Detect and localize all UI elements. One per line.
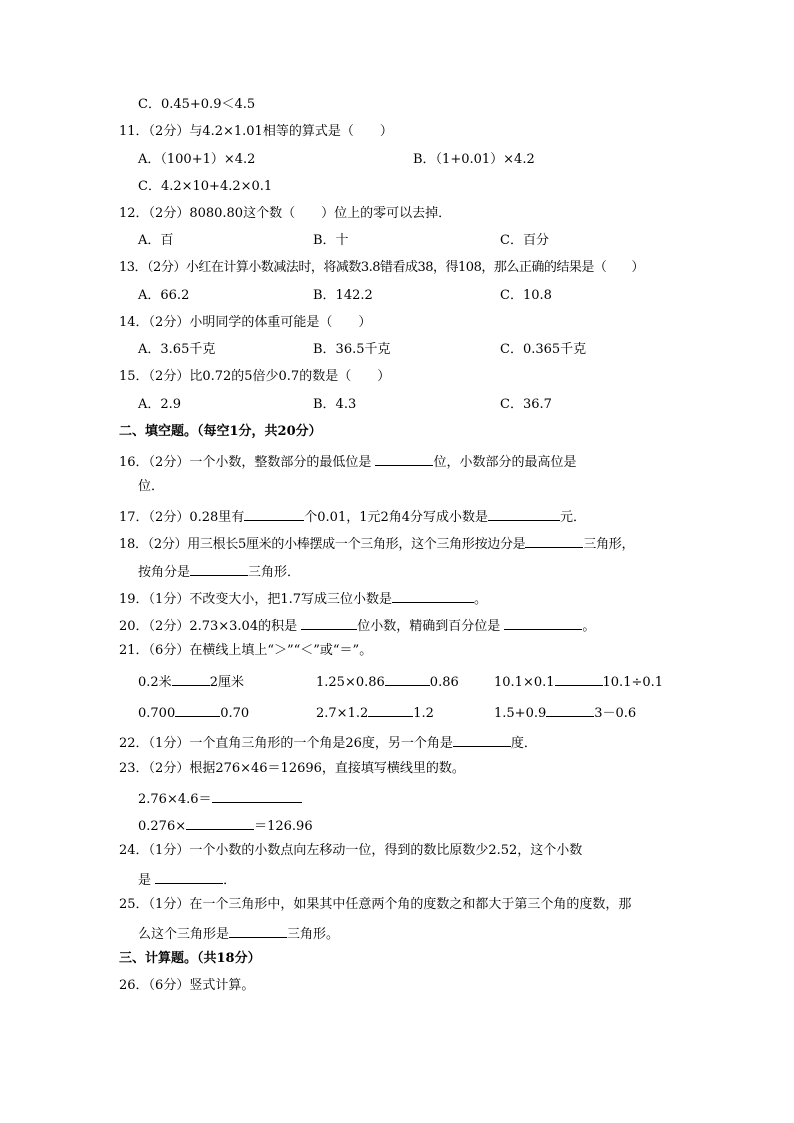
q16-text-1: 16．（2分）一个小数，整数部分的最低位是 (119, 455, 372, 470)
q10-option-c: C．0.45+0.9＜4.5 (138, 97, 256, 112)
q23-line1 (138, 788, 302, 809)
q17-blank-2[interactable] (488, 506, 560, 521)
q12-option-a: A．百 (138, 233, 174, 248)
q22-text-2: 度． (510, 736, 537, 751)
q22-text-1: 22．（1分）一个直角三角形的一个角是26度，另一个角是 (119, 736, 453, 751)
q17-text-1: 17．（2分）0.28里有 (119, 510, 245, 525)
q21-blank-5[interactable] (368, 702, 413, 717)
q22-blank-1[interactable] (453, 732, 511, 747)
q21-item-4-left: 0.700 (138, 706, 176, 721)
q17-blank-1[interactable] (244, 506, 304, 521)
q21-item-6 (494, 702, 636, 723)
q21-item-4 (138, 702, 249, 723)
q18-text-1: 18．（2分）用三根长5厘米的小棒摆成一个三角形，这个三角形按边分是 (119, 537, 526, 552)
q21-item-3-left: 10.1×0.1 (494, 675, 555, 690)
q25-line2 (138, 923, 339, 944)
q21-item-1-left: 0.2米 (138, 675, 172, 690)
q21-item-2-left: 1.25×0.86 (316, 675, 385, 690)
q18-blank-1[interactable] (525, 533, 583, 548)
q24-line2 (138, 869, 236, 890)
q16-line2: 位． (138, 479, 165, 494)
q13-option-c: C．10.8 (500, 288, 552, 303)
q19-text-1: 19．（1分）不改变大小，把1.7写成三位小数是 (119, 592, 392, 607)
q14-option-a: A．3.65千克 (138, 342, 216, 357)
q21-blank-6[interactable] (546, 702, 594, 717)
q11-option-b: B．（1+0.01）×4.2 (413, 152, 535, 167)
q15-option-a: A．2.9 (138, 397, 182, 412)
q24-text-2: 是 (138, 873, 152, 888)
q17-text-3: 元． (560, 510, 587, 525)
q12-option-c: C．百分 (500, 233, 549, 248)
q14-option-b: B．36.5千克 (313, 342, 391, 357)
q11-stem: 11．（2分）与4.2×1.01相等的算式是（ ） (119, 124, 393, 139)
q21-item-5 (316, 702, 434, 723)
q21-item-3-right: 10.1÷0.1 (602, 675, 664, 690)
q21-blank-2[interactable] (385, 671, 430, 686)
q21-item-5-left: 2.7×1.2 (316, 706, 369, 721)
q15-stem: 15．（2分）比0.72的5倍少0.7的数是（ ） (119, 369, 391, 384)
q26-stem: 26．（6分）竖式计算。 (119, 978, 255, 993)
q16-blank-1[interactable] (375, 451, 433, 466)
q18-text-3: 按角分是 (138, 565, 191, 580)
q19-line (119, 588, 487, 609)
q17-line (119, 506, 586, 527)
q15-option-b: B．4.3 (313, 397, 357, 412)
q23-line2 (138, 815, 313, 836)
q23-text-2: 0.276× (138, 819, 187, 834)
q21-item-3 (494, 671, 663, 692)
q25-blank-1[interactable] (229, 923, 287, 938)
q23-blank-1[interactable] (212, 788, 302, 803)
q20-line (119, 615, 595, 636)
q23-text-1: 2.76×4.6＝ (138, 792, 212, 807)
q21-item-2 (316, 671, 459, 692)
q20-text-2: 位小数，精确到百分位是 (357, 619, 501, 634)
q12-option-b: B．十 (313, 233, 349, 248)
q11-option-a: A．（100+1）×4.2 (138, 152, 256, 167)
q23-text-3: ＝126.96 (254, 819, 313, 834)
q16-line1 (119, 451, 576, 472)
q21-stem: 21．（6分）在横线上填上“＞”“＜”或“＝”。 (119, 643, 373, 658)
q19-blank-1[interactable] (392, 588, 474, 603)
q21-blank-4[interactable] (175, 702, 220, 717)
q17-text-2: 个0.01，1元2角4分写成小数是 (304, 510, 489, 525)
q21-blank-1[interactable] (172, 671, 210, 686)
q11-option-c: C．4.2×10+4.2×0.1 (138, 179, 273, 194)
q16-text-2: 位，小数部分的最高位是 (433, 455, 577, 470)
q20-text-3: 。 (582, 619, 596, 634)
q20-text-1: 20．（2分）2.73×3.04的积是 (119, 619, 298, 634)
q20-blank-1[interactable] (301, 615, 357, 630)
q21-item-4-right: 0.70 (220, 706, 250, 721)
q14-stem: 14．（2分）小明同学的体重可能是（ ） (119, 315, 372, 330)
q12-stem: 12．（2分）8080.80这个数（ ）位上的零可以去掉． (119, 206, 452, 221)
q18-text-2: 三角形， (583, 537, 635, 552)
q13-stem: 13．（2分）小红在计算小数减法时，将减数3.8错看成38，得108，那么正确的结果是（ ） (119, 260, 644, 275)
q13-option-a: A．66.2 (138, 288, 190, 303)
q24-text-3: ． (223, 873, 237, 888)
q21-item-6-left: 1.5+0.9 (494, 706, 547, 721)
q25-text-3: 三角形。 (287, 927, 340, 942)
q18-line1 (119, 533, 634, 554)
q18-line2 (138, 561, 300, 582)
q24-blank-1[interactable] (155, 869, 223, 884)
q21-item-6-right: 3－0.6 (594, 706, 637, 721)
q23-blank-2[interactable] (186, 815, 254, 830)
q25-text-2: 么这个三角形是 (138, 927, 230, 942)
q24-line1: 24．（1分）一个小数的小数点向左移动一位，得到的数比原数少2.52，这个小数 (119, 843, 583, 858)
q18-text-4: 三角形． (248, 565, 301, 580)
q21-item-2-right: 0.86 (429, 675, 459, 690)
q18-blank-2[interactable] (190, 561, 248, 576)
q25-line1: 25．（1分）在一个三角形中，如果其中任意两个角的度数之和都大于第三个角的度数，那 (119, 897, 632, 912)
q19-text-2: 。 (474, 592, 488, 607)
q21-item-1-right: 2厘米 (209, 675, 244, 690)
q20-blank-2[interactable] (504, 615, 582, 630)
section-3-heading: 三、计算题。（共18分） (119, 951, 261, 966)
q14-option-c: C．0.365千克 (500, 342, 587, 357)
section-2-heading: 二、填空题。（每空1分，共20分） (119, 424, 322, 439)
q23-stem: 23．（2分）根据276×46＝12696，直接填写横线里的数。 (119, 761, 465, 776)
q13-option-b: B．142.2 (313, 288, 373, 303)
q22-line (119, 732, 537, 753)
q15-option-c: C．36.7 (500, 397, 552, 412)
q21-item-5-right: 1.2 (413, 706, 434, 721)
q21-item-1 (138, 671, 244, 692)
q21-blank-3[interactable] (555, 671, 603, 686)
